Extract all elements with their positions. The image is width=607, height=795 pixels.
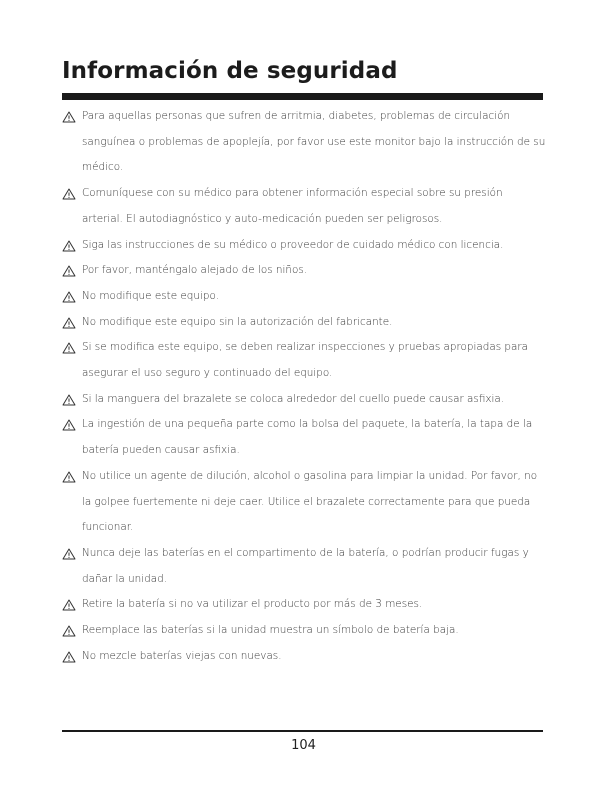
safety-item [62, 387, 546, 413]
warning-triangle-icon [62, 188, 76, 200]
safety-item-text: La ingestión de una pequeña parte como la bolsa del paquete, la batería, la tapa de la batería pueden causar asfixia. [82, 418, 533, 457]
safety-item-text: Si se modifica este equipo, se deben realizar inspecciones y pruebas apropiadas para asegurar el uso seguro y continuado del equipo. [82, 341, 529, 380]
warning-triangle-icon [62, 599, 76, 611]
safety-item-text: No mezcle baterías viejas con nuevas. [82, 649, 282, 662]
warning-triangle-icon [62, 291, 76, 303]
safety-item [62, 592, 546, 618]
safety-item-text: Nunca deje las baterías en el compartimento de la batería, o podrían producir fugas y dañar la unidad. [82, 546, 529, 585]
safety-list [62, 104, 546, 669]
warning-triangle-icon [62, 548, 76, 560]
safety-item-text: No utilice un agente de dilución, alcohol o gasolina para limpiar la unidad. Por favor, no la golpee fuertemente ni deje caer. Utilice el brazalete correctamente para que pueda funcionar. [82, 469, 538, 534]
warning-triangle-icon [62, 625, 76, 637]
safety-item-text: Comuníquese con su médico para obtener información especial sobre su presión arterial. El autodiagnóstico y auto-medicación pueden ser peligrosos. [82, 187, 503, 225]
warning-triangle-icon [62, 240, 76, 252]
safety-item [62, 310, 546, 336]
safety-item [62, 104, 546, 181]
page-number: 104 [291, 738, 316, 753]
safety-item [62, 284, 546, 310]
safety-item-text: Retire la batería si no va utilizar el producto por más de 3 meses. [82, 598, 423, 611]
safety-item-text: Para aquellas personas que sufren de arritmia, diabetes, problemas de circulación sanguínea o problemas de apoplejía, por favor use este monitor bajo la instrucción de su médico. [82, 110, 546, 174]
safety-item [62, 181, 546, 232]
footer-rule [62, 730, 543, 732]
page-title: Información de seguridad [62, 58, 398, 84]
warning-triangle-icon [62, 342, 76, 354]
warning-triangle-icon [62, 471, 76, 483]
safety-item [62, 541, 546, 592]
safety-item [62, 464, 546, 541]
safety-item-text: No modifique este equipo. [82, 289, 219, 302]
warning-triangle-icon [62, 651, 76, 663]
safety-item-text: Por favor, manténgalo alejado de los niños. [82, 264, 308, 277]
safety-item-text: Siga las instrucciones de su médico o proveedor de cuidado médico con licencia. [82, 238, 504, 251]
warning-triangle-icon [62, 111, 76, 123]
safety-item [62, 412, 546, 463]
safety-item [62, 335, 546, 386]
safety-item [62, 258, 546, 284]
safety-item-text: No modifique este equipo sin la autorización del fabricante. [82, 315, 393, 328]
safety-item [62, 233, 546, 259]
warning-triangle-icon [62, 419, 76, 431]
title-underline [62, 93, 543, 100]
safety-item-text: Reemplace las baterías si la unidad muestra un símbolo de batería baja. [82, 624, 459, 637]
warning-triangle-icon [62, 317, 76, 329]
warning-triangle-icon [62, 265, 76, 277]
safety-item [62, 618, 546, 644]
warning-triangle-icon [62, 394, 76, 406]
safety-item-text: Si la manguera del brazalete se coloca alrededor del cuello puede causar asfixia. [82, 392, 505, 405]
safety-item [62, 644, 546, 670]
